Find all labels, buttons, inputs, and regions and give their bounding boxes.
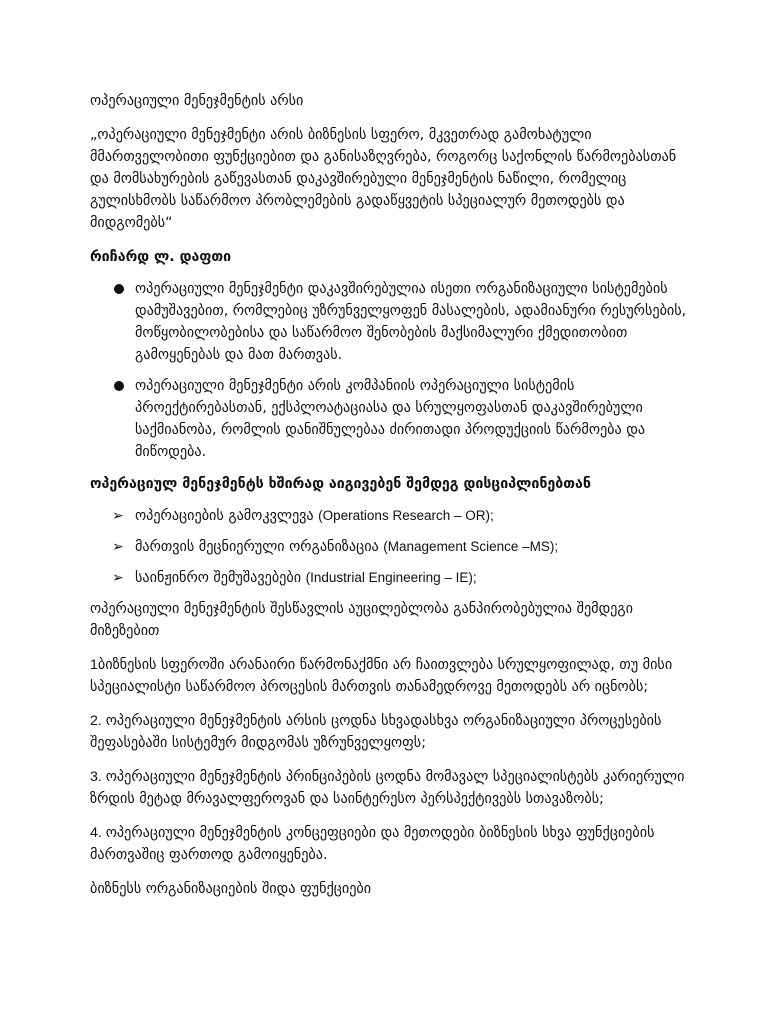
- bullet-item: [90, 375, 698, 463]
- arrow-bullet-icon: ➢: [112, 570, 124, 586]
- discipline-english: (Management Science –MS);: [383, 539, 559, 554]
- reason-paragraph: [90, 766, 698, 810]
- quote-author: რიჩარდ ლ. დაფთი: [90, 249, 232, 265]
- bullet-text: ოპერაციული მენეჯმენტი დაკავშირებულია ისეთი ორგანიზაციული სისტემების დამუშავებით, რომლებიც უზრუნველყოფენ მასალების, ადამიანური რესურსების, მოწყობილობებისა და საწარმოო შენობების მაქსიმალური ქმედითობით გამოყენებას და მათ მართვას.: [135, 281, 687, 363]
- filled-circle-bullet-icon: [114, 284, 124, 294]
- reason-paragraph: [90, 654, 698, 698]
- definition-bullet-list: [90, 278, 698, 463]
- reason-number: 3.: [90, 769, 106, 785]
- reasons-intro: ოპერაციული მენეჯმენტის შესწავლის აუცილებლობა განპირობებულია შემდეგი მიზეზებით: [90, 601, 633, 639]
- arrow-bullet-icon: ➢: [112, 508, 124, 524]
- discipline-name: საინჟინრო შემუშავებები: [135, 570, 306, 586]
- arrow-bullet-icon: ➢: [112, 539, 124, 555]
- disciplines-list: [90, 505, 698, 589]
- reason-paragraph: [90, 822, 698, 866]
- discipline-name: ოპერაციების გამოკვლევა: [135, 508, 319, 524]
- discipline-item: [90, 505, 698, 527]
- filled-circle-bullet-icon: [114, 381, 124, 391]
- bullet-item: [90, 278, 698, 366]
- disciplines-heading: ოპერაციულ მენეჯმენტს ხშირად აიგივებენ შემდეგ დისციპლინებთან: [90, 476, 591, 492]
- reason-number: 1: [90, 657, 98, 673]
- reason-text: ბიზნესის სფეროში არანაირი წარმონაქმნი არ ჩაითვლება სრულყოფილად, თუ მისი სპეციალისტი საწარმოო პროცესის მართვის თანამედროვე მეთოდებს არ იცნობს;: [90, 657, 673, 695]
- document-title: ოპერაციული მენეჯმენტის არსი: [90, 93, 304, 109]
- definition-quote: „ოპერაციული მენეჯმენტი არის ბიზნესის სფერო, მკვეთრად გამოხატული მმართველობითი ფუნქციებით და განისაზღვრება, როგორც საქონლის წარმოებასთან და მომსახურების გაწევასთან დაკავშირებული მენეჯმენტის ნაწილი, რომელიც გულისხმობს საწარმოო პრობლემების გადაწყვეტის სპეციალურ მეთოდებს და მიდგომებს“: [90, 127, 677, 231]
- discipline-english: (Industrial Engineering – IE);: [305, 570, 477, 585]
- reason-number: 2.: [90, 713, 106, 729]
- closing-heading: ბიზნესს ორგანიზაციების შიდა ფუნქციები: [90, 881, 372, 897]
- discipline-name: მართვის მეცნიერული ორგანიზაცია: [135, 539, 384, 555]
- bullet-text: ოპერაციული მენეჯმენტი არის კომპანიის ოპერაციული სისტემის პროექტირებასთან, ექსპლოატაციასა და სრულყოფასთან დაკავშირებული საქმიანობა, რომლის დანიშნულებაა ძირითადი პროდუქციის წარმოება და მიწოდება.: [135, 378, 646, 460]
- reason-number: 4.: [90, 825, 106, 841]
- reason-text: ოპერაციული მენეჯმენტის კონცეფციები და მეთოდები ბიზნესის სხვა ფუნქციების მართვაშიც ფართოდ გამოიყენება.: [90, 825, 655, 863]
- discipline-item: [90, 536, 698, 558]
- discipline-item: [90, 567, 698, 589]
- reason-text: ოპერაციული მენეჯმენტის პრინციპების ცოდნა მომავალ სპეციალისტებს კარიერული ზრდის მეტად მრავალფეროვან და საინტერესო პერსპექტივებს სთავაზობს;: [90, 769, 685, 807]
- reason-paragraph: [90, 710, 698, 754]
- discipline-english: (Operations Research – OR);: [318, 508, 494, 523]
- reason-text: ოპერაციული მენეჯმენტის არსის ცოდნა სხვადასხვა ორგანიზაციული პროცესების შეფასებაში სისტემურ მიდგომას უზრუნველყოფს;: [90, 713, 662, 751]
